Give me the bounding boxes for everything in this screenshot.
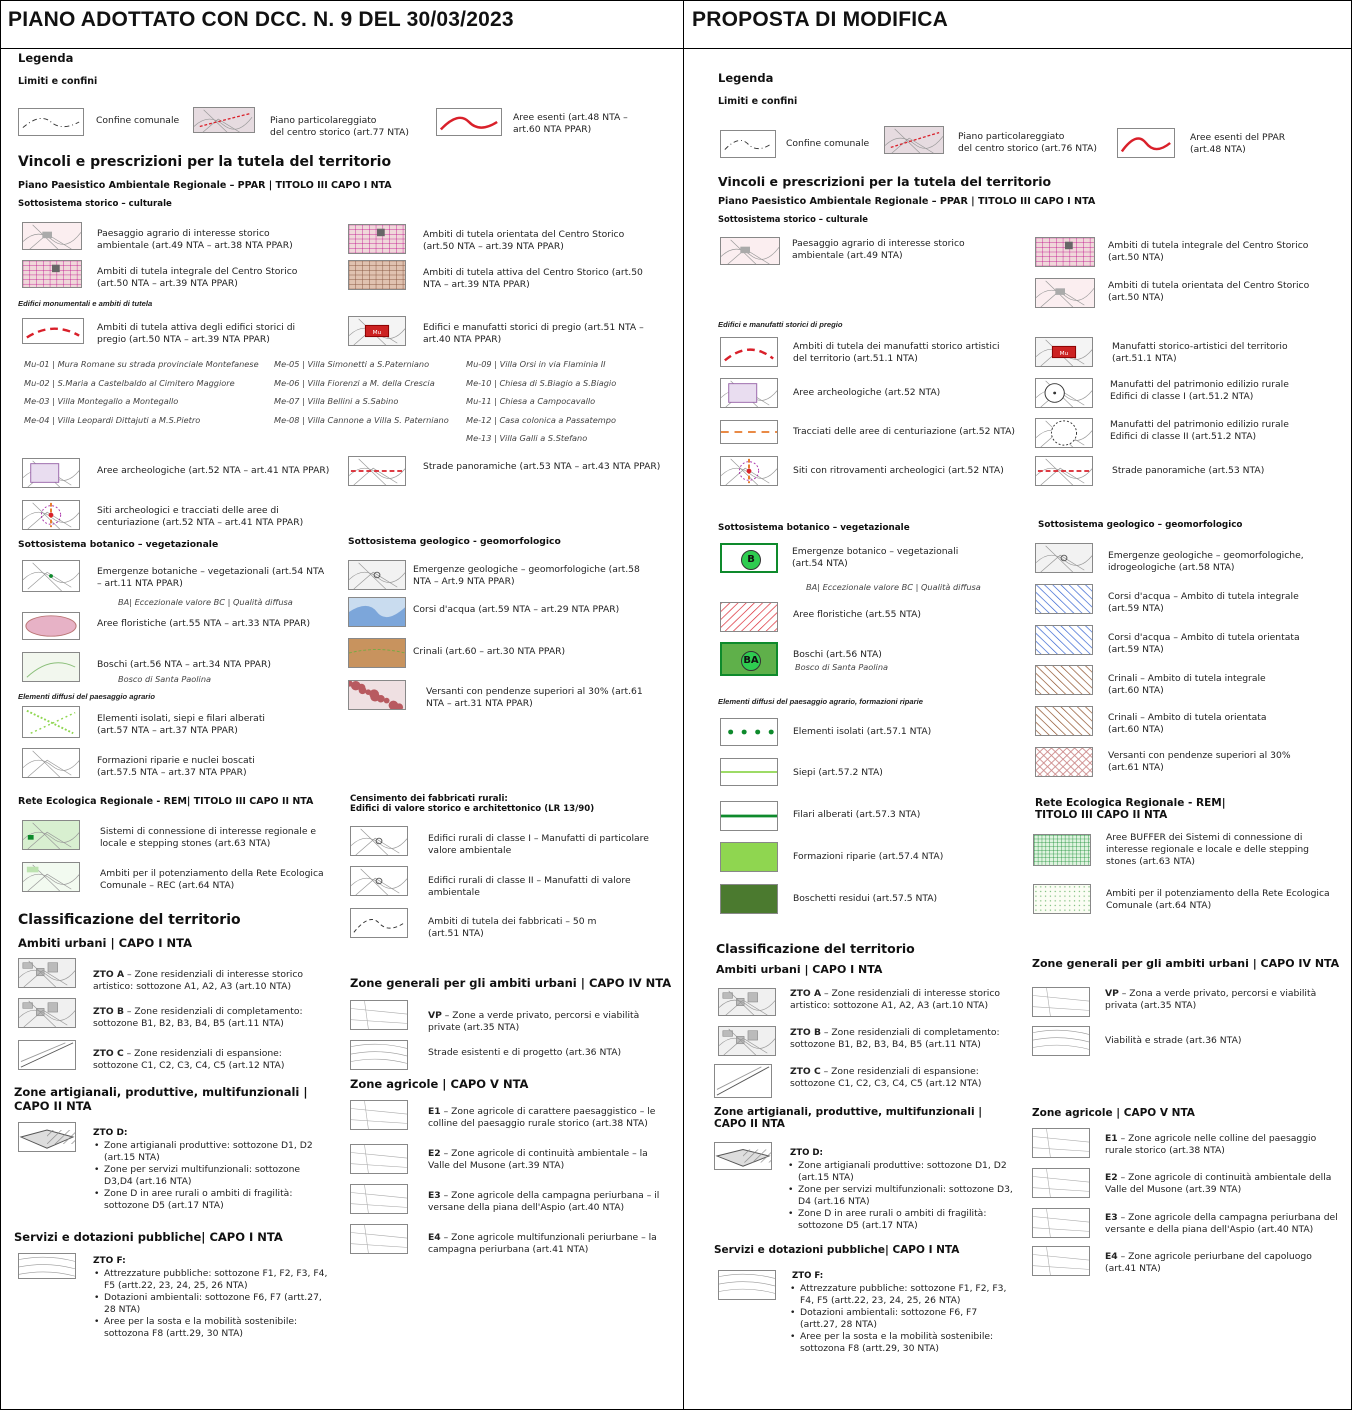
section-zone-generali-right: Zone generali per gli ambiti urbani | CAPO IV NTA: [1032, 957, 1340, 970]
list-item: • Dotazioni ambientali: sottozone F6, F7 (artt.27, 28 NTA): [786, 1307, 1016, 1331]
zto-f-symbol-right: [718, 1270, 776, 1300]
legend-title-right: Legenda: [718, 71, 774, 85]
emerg-bot-label: Emergenze botaniche – vegetazionali (art.54 NTA – art.11 NTA PPAR): [97, 566, 325, 589]
boschi-symbol: [22, 652, 80, 682]
emerg-geo-label-right: Emergenze geologiche – geomorfologiche, idrogeologiche (art.58 NTA): [1108, 550, 1304, 573]
section-rem: Rete Ecologica Regionale - REM| TITOLO III CAPO II NTA: [18, 796, 314, 807]
e3-label-desc: – Zone agricole della campagna periurbana – il versane della piana dell'Aspio (art.40 NTA): [428, 1190, 660, 1213]
strade-es-symbol: [350, 1040, 408, 1070]
aree-esenti-label: Aree esenti (art.48 NTA – art.60 NTA PPAR): [513, 112, 628, 135]
e3-label-right-code: E3: [1105, 1212, 1118, 1223]
e1-label: [428, 1106, 655, 1130]
section-botanico: Sottosistema botanico – vegetazionale: [18, 539, 219, 550]
section-vincoli: Vincoli e prescrizioni per la tutela del territorio: [18, 154, 392, 170]
list-item: • Zone D in aree rurali o ambiti di fragilità: sottozone D5 (art.17 NTA): [784, 1208, 1014, 1232]
zto-f-list: [90, 1268, 330, 1340]
zto-c-label-right-desc: – Zone residenziali di espansione: sottozone C1, C2, C3, C4, C5 (art.12 NTA): [790, 1066, 982, 1089]
tracciati-label-right: Tracciati delle aree di centuriazione (art.52 NTA): [793, 426, 1015, 437]
section-edifici: Edifici monumentali e ambiti di tutela: [18, 299, 153, 308]
e2-symbol: [350, 1144, 408, 1174]
manuf-c1-label-right: Manufatti del patrimonio edilizio rurale Edifici di classe I (art.51.2 NTA): [1110, 379, 1289, 402]
section-censimento: Censimento dei fabbricati rurali: Edifici di valore storico e architettonico (LR 13/90): [350, 794, 595, 814]
ambiti-orientata-symbol: [348, 224, 406, 254]
ambiti-integrale-symbol: [22, 260, 82, 288]
ambiti-manuf-label-right: Ambiti di tutela dei manufatti storico artistici del territorio (art.51.1 NTA): [793, 341, 1000, 364]
e4-label-code: E4: [428, 1232, 441, 1243]
formazioni-symbol: [22, 748, 80, 778]
piano-cs-label-right: Piano particolareggiato del centro storico (art.76 NTA): [958, 131, 1097, 154]
section-servizi: Servizi e dotazioni pubbliche| CAPO I NTA: [14, 1230, 283, 1244]
boschi-label-right: Boschi (art.56 NTA): [793, 649, 882, 660]
edifici-c2-symbol: [350, 866, 408, 896]
ambiti-orientata-symbol-right: [1035, 278, 1095, 308]
emerg-geo-symbol: [348, 560, 406, 590]
aree-arch-label-right: Aree archeologiche (art.52 NTA): [793, 387, 941, 398]
monument-entry: Me-12 | Casa colonica a Passatempo: [466, 414, 616, 425]
monument-entry: Mu-02 | S.Maria a Castelbaldo al Cimitero Maggiore: [24, 377, 235, 388]
section-geo-right: Sottosistema geologico – geomorfologico: [1038, 520, 1243, 530]
list-item: • Aree per la sosta e la mobilità sostenibile: sottozona F8 (artt.29, 30 NTA): [90, 1316, 330, 1340]
versanti-symbol: [348, 680, 406, 710]
ambiti-pot-label-right: Ambiti per il potenziamento della Rete Ecologica Comunale (art.64 NTA): [1106, 888, 1330, 911]
monument-entry: Me-07 | Villa Bellini a S.Sabino: [274, 396, 399, 406]
emerg-geo-symbol-right: [1035, 543, 1093, 573]
e1-label-right: [1105, 1133, 1316, 1157]
emerg-bot-note-right: BA| Eccezionale valore BC | Qualità diffusa: [806, 582, 981, 592]
list-item: • Zone artigianali produttive: sottozone D1, D2 (art.15 NTA): [784, 1160, 1014, 1184]
manuf-c2-symbol-right: [1035, 418, 1093, 448]
zto-c-label: [93, 1048, 284, 1072]
e1-label-code: E1: [428, 1106, 441, 1117]
section-ppar: Piano Paesistico Ambientale Regionale – PPAR | TITOLO III CAPO I NTA: [18, 180, 392, 191]
right-column-header: PROPOSTA DI MODIFICA: [692, 8, 948, 31]
list-item: • Zone per servizi multifunzionali: sottozone D3,D4 (art.16 NTA): [90, 1164, 330, 1188]
e4-label-right: [1105, 1251, 1312, 1275]
e2-label-right: [1105, 1172, 1331, 1196]
formazioni-symbol-right: [720, 842, 778, 872]
monument-entry: Me-05 | Villa Simonetti a S.Paterniano: [274, 359, 430, 369]
section-rem-right: Rete Ecologica Regionale - REM| TITOLO III CAPO II NTA: [1035, 797, 1226, 821]
ambiti-attiva-edifici-label: Ambiti di tutela attiva degli edifici storici di pregio (art.50 NTA – art.39 NTA PPAR): [97, 322, 296, 345]
e4-symbol: [350, 1224, 408, 1254]
section-ppar-right: Piano Paesistico Ambientale Regionale – PPAR | TITOLO III CAPO I NTA: [718, 196, 1096, 207]
strade-pan-symbol-right: [1035, 456, 1093, 486]
aree-arch-symbol-right: [720, 378, 778, 408]
list-item: • Zone artigianali produttive: sottozone D1, D2 (art.15 NTA): [90, 1140, 330, 1164]
e2-label-desc: – Zone agricole di continuità ambientale – la Valle del Musone (art.39 NTA): [428, 1148, 648, 1171]
e1-label-desc: – Zone agricole di carattere paesaggistico – le colline del paesaggio rurale storico (art.38 NTA): [428, 1106, 656, 1129]
e3-symbol: [350, 1184, 408, 1214]
e2-label-code: E2: [428, 1148, 441, 1159]
piano-cs-symbol-right: [884, 126, 944, 154]
edifici-manufatti-symbol: [348, 316, 406, 346]
boschi-label: Boschi (art.56 NTA – art.34 NTA PPAR): [97, 659, 271, 670]
legend-title: Legenda: [18, 51, 74, 65]
e3-label: [428, 1190, 659, 1214]
filari-symbol-right: [720, 801, 778, 831]
zto-b-label-right: [790, 1027, 1000, 1051]
ambiti-integrale-label: Ambiti di tutela integrale del Centro Storico (art.50 NTA – art.39 NTA PPAR): [97, 266, 298, 289]
crinali-symbol: [348, 638, 406, 668]
sistemi-conn-label: Sistemi di connessione di interesse regionale e locale e stepping stones (art.63 NTA): [100, 826, 317, 849]
header-rule-left: [0, 48, 683, 49]
list-item: • Attrezzature pubbliche: sottozone F1, F2, F3, F4, F5 (artt.22, 23, 24, 25, 26 NTA): [786, 1283, 1016, 1307]
monument-entry: Me-04 | Villa Leopardi Dittajuti a M.S.Pietro: [24, 414, 201, 425]
monument-entry: Me-13 | Villa Galli a S.Stefano: [466, 433, 588, 443]
boschi-symbol-right: [720, 642, 778, 676]
confine-symbol: [18, 108, 84, 136]
strade-pan-label: Strade panoramiche (art.53 NTA – art.43 NTA PPAR): [423, 461, 661, 472]
list-item: • Attrezzature pubbliche: sottozone F1, F2, F3, F4, F5 (artt.22, 23, 24, 25, 26 NTA): [90, 1268, 330, 1292]
aree-flor-label: Aree floristiche (art.55 NTA – art.33 NTA PPAR): [97, 618, 311, 629]
left-column-header: PIANO ADOTTATO CON DCC. N. 9 DEL 30/03/2023: [8, 8, 514, 31]
elem-isolati-symbol-right: [720, 718, 778, 746]
corsi-label: Corsi d'acqua (art.59 NTA – art.29 NTA PPAR): [413, 604, 620, 615]
header-rule-right: [683, 48, 1352, 49]
section-geo: Sottosistema geologico - geomorfologico: [348, 536, 561, 547]
confine-label-right: Confine comunale: [786, 138, 870, 149]
viabilita-symbol-right: [1032, 1026, 1090, 1056]
ambiti-attiva-edifici-symbol: [22, 318, 84, 344]
column-divider: [683, 0, 684, 1410]
siti-label-right: Siti con ritrovamenti archeologici (art.52 NTA): [793, 465, 1004, 476]
ambiti-integrale-symbol-right: [1035, 237, 1095, 267]
zto-c-label-right-code: ZTO C: [790, 1066, 821, 1077]
aree-buffer-label-right: Aree BUFFER dei Sistemi di connessione di interesse regionale e locale e delle stepping stones (art.63 NTA): [1106, 832, 1310, 867]
zto-a-label-right-code: ZTO A: [790, 988, 822, 999]
ambiti-fabb-label: Ambiti di tutela dei fabbricati – 50 m (art.51 NTA): [428, 916, 597, 939]
emerg-bot-symbol-right-label: B: [741, 550, 761, 570]
section-zone-art: Zone artigianali, produttive, multifunzionali | CAPO II NTA: [14, 1085, 308, 1113]
paesaggio-label: Paesaggio agrario di interesse storico ambientale (art.49 NTA – art.38 NTA PPAR): [97, 228, 293, 251]
emerg-bot-symbol: [22, 560, 80, 592]
boschetti-symbol-right: [720, 884, 778, 914]
boschetti-label-right: Boschetti residui (art.57.5 NTA): [793, 893, 938, 904]
section-servizi-right: Servizi e dotazioni pubbliche| CAPO I NTA: [714, 1244, 960, 1256]
svg-text:Mu: Mu: [1059, 350, 1069, 357]
zto-a-label-code: ZTO A: [93, 969, 125, 980]
ambiti-attiva-cs-symbol: [348, 260, 406, 290]
vp-label: [428, 1010, 639, 1034]
vp-label-right: [1105, 988, 1316, 1012]
siti-arch-label: Siti archeologici e tracciati delle aree di centuriazione (art.52 NTA – art.41 NTA PPAR): [97, 505, 304, 528]
zto-b-symbol: [18, 998, 76, 1028]
filari-label-right: Filari alberati (art.57.3 NTA): [793, 809, 921, 820]
monument-entry: Mu-09 | Villa Orsi in via Flaminia II: [466, 359, 606, 369]
monument-entry: Me-08 | Villa Cannone a Villa S. Paterniano: [274, 414, 449, 425]
zto-d-title: ZTO D:: [93, 1128, 128, 1138]
piano-cs-label: Piano particolareggiato del centro storico (art.77 NTA): [270, 115, 409, 138]
formazioni-label: Formazioni riparie e nuclei boscati (art.57.5 NTA – art.37 NTA PPAR): [97, 755, 255, 778]
e3-symbol-right: [1032, 1208, 1090, 1238]
section-limiti: Limiti e confini: [18, 76, 98, 87]
elem-isolati-label: Elementi isolati, siepi e filari alberati (art.57 NTA – art.37 NTA PPAR): [97, 713, 265, 736]
manuf-terr-label-right: Manufatti storico-artistici del territorio (art.51.1 NTA): [1112, 341, 1288, 364]
zto-a-label: [93, 969, 303, 993]
crinali-or-label-right: Crinali – Ambito di tutela orientata (art.60 NTA): [1108, 712, 1267, 735]
piano-cs-symbol: [193, 107, 255, 133]
paesaggio-symbol-right: [720, 237, 780, 265]
zto-c-symbol-right: [714, 1064, 772, 1098]
zto-b-label-right-desc: – Zone residenziali di completamento: sottozone B1, B2, B3, B4, B5 (art.11 NTA): [790, 1027, 1000, 1050]
emerg-bot-note: BA| Eccezionale valore BC | Qualità diffusa: [118, 597, 293, 607]
zto-b-symbol-right: [718, 1026, 776, 1056]
siepi-label-right: Siepi (art.57.2 NTA): [793, 767, 883, 778]
boschi-note: Bosco di Santa Paolina: [118, 674, 212, 684]
boschi-symbol-right-label: BA: [741, 651, 761, 671]
crinali-int-symbol-right: [1035, 665, 1093, 695]
ambiti-orientata-label: Ambiti di tutela orientata del Centro Storico (art.50 NTA – art.39 NTA PPAR): [423, 229, 625, 252]
edifici-c1-symbol: [350, 826, 408, 856]
zto-a-label-right: [790, 988, 1000, 1012]
siepi-symbol-right: [720, 758, 778, 786]
ambiti-attiva-cs-label: Ambiti di tutela attiva del Centro Storico (art.50 NTA – art.39 NTA PPAR): [423, 267, 643, 290]
e3-label-right-desc: – Zone agricole della campagna periurbana del versante e della piana dell'Aspio (art.40 NTA): [1105, 1212, 1338, 1235]
zto-c-symbol: [18, 1040, 76, 1070]
list-item: • Zone D in aree rurali o ambiti di fragilità: sottozone D5 (art.17 NTA): [90, 1188, 330, 1212]
corsi-or-symbol-right: [1035, 625, 1093, 655]
section-edifici-right: Edifici e manufatti storici di pregio: [718, 320, 843, 329]
e1-symbol: [350, 1100, 408, 1130]
confine-label: Confine comunale: [96, 115, 180, 126]
e4-symbol-right: [1032, 1246, 1090, 1276]
section-elem-diffusi-right: Elementi diffusi del paesaggio agrario, formazioni riparie: [718, 697, 923, 706]
manuf-terr-symbol-right: [1035, 337, 1093, 367]
e2-label: [428, 1148, 648, 1172]
section-botanico-right: Sottosistema botanico – vegetazionale: [718, 523, 910, 533]
section-storico-right: Sottosistema storico – culturale: [718, 214, 868, 224]
e1-symbol-right: [1032, 1128, 1090, 1158]
corsi-or-label-right: Corsi d'acqua – Ambito di tutela orientata (art.59 NTA): [1108, 632, 1300, 655]
section-zone-agricole-right: Zone agricole | CAPO V NTA: [1032, 1107, 1195, 1119]
emerg-bot-label-right: Emergenze botanico – vegetazionali (art.54 NTA): [792, 546, 959, 569]
aree-buffer-symbol-right: [1033, 834, 1091, 866]
ambiti-orientata-label-right: Ambiti di tutela orientata del Centro Storico (art.50 NTA): [1108, 280, 1310, 303]
vp-label-right-desc: – Zona a verde privato, percorsi e viabilità privata (art.35 NTA): [1105, 988, 1317, 1011]
corsi-symbol: [348, 597, 406, 627]
zto-b-label: [93, 1006, 303, 1030]
versanti-label: Versanti con pendenze superiori al 30% (art.61 NTA – art.31 NTA PPAR): [426, 686, 643, 709]
crinali-label: Crinali (art.60 – art.30 NTA PPAR): [413, 646, 566, 657]
zto-d-symbol-right: [714, 1142, 772, 1170]
vp-symbol-right: [1032, 987, 1090, 1017]
section-zone-art-right: Zone artigianali, produttive, multifunzionali | CAPO II NTA: [714, 1106, 983, 1130]
paesaggio-label-right: Paesaggio agrario di interesse storico ambientale (art.49 NTA): [792, 238, 965, 261]
ambiti-fabb-symbol: [350, 908, 408, 938]
section-storico: Sottosistema storico – culturale: [18, 199, 172, 209]
elem-isolati-label-right: Elementi isolati (art.57.1 NTA): [793, 726, 932, 737]
zto-d-list-right: [784, 1160, 1014, 1232]
zto-f-symbol: [18, 1253, 76, 1279]
zto-a-label-desc: – Zone residenziali di interesse storico artistico: sottozone A1, A2, A3 (art.10 NTA): [93, 969, 304, 992]
e2-label-right-desc: – Zone agricole di continuità ambientale della Valle del Musone (art.39 NTA): [1105, 1172, 1332, 1195]
crinali-or-symbol-right: [1035, 706, 1093, 736]
vp-label-desc: – Zone a verde privato, percorsi e viabilità private (art.35 NTA): [428, 1010, 640, 1033]
zto-f-title: ZTO F:: [93, 1256, 126, 1266]
zto-b-label-right-code: ZTO B: [790, 1027, 821, 1038]
ambiti-integrale-label-right: Ambiti di tutela integrale del Centro Storico (art.50 NTA): [1108, 240, 1309, 263]
crinali-int-label-right: Crinali – Ambito di tutela integrale (art.60 NTA): [1108, 673, 1266, 696]
corsi-int-symbol-right: [1035, 584, 1093, 614]
monument-entry: Me-06 | Villa Fiorenzi a M. della Crescia: [274, 377, 435, 388]
ambiti-manuf-symbol-right: [720, 337, 778, 367]
zto-a-label-right-desc: – Zone residenziali di interesse storico artistico: sottozone A1, A2, A3 (art.10 NTA): [790, 988, 1001, 1011]
e3-label-code: E3: [428, 1190, 441, 1201]
aree-esenti-label-right: Aree esenti del PPAR (art.48 NTA): [1190, 132, 1286, 155]
e4-label-right-desc: – Zone agricole periurbane del capoluogo (art.41 NTA): [1105, 1251, 1312, 1274]
e2-symbol-right: [1032, 1168, 1090, 1198]
zto-d-list: [90, 1140, 330, 1212]
vp-symbol: [350, 1000, 408, 1030]
monument-entry: Me-03 | Villa Montegallo a Montegallo: [24, 396, 179, 406]
tracciati-symbol-right: [720, 420, 778, 444]
monument-entry: Mu-11 | Chiesa a Campocavallo: [466, 396, 596, 406]
svg-text:Mu: Mu: [372, 329, 382, 336]
aree-flor-symbol-right: [720, 602, 778, 632]
edifici-c1-label: Edifici rurali di classe I – Manufatti di particolare valore ambientale: [428, 833, 649, 856]
manuf-c2-label-right: Manufatti del patrimonio edilizio rurale Edifici di classe II (art.51.2 NTA): [1110, 419, 1289, 442]
strade-es-label: Strade esistenti e di progetto (art.36 NTA): [428, 1047, 622, 1058]
corsi-int-label-right: Corsi d'acqua – Ambito di tutela integrale (art.59 NTA): [1108, 591, 1299, 614]
zto-a-symbol-right: [718, 988, 776, 1016]
elem-isolati-symbol: [22, 706, 80, 738]
zto-f-list-right: [786, 1283, 1016, 1355]
versanti-symbol-right: [1035, 747, 1093, 777]
siti-symbol-right: [720, 456, 778, 486]
confine-symbol-right: [720, 130, 776, 158]
zto-c-label-right: [790, 1066, 981, 1090]
list-item: • Zone per servizi multifunzionali: sottozone D3, D4 (art.16 NTA): [784, 1184, 1014, 1208]
versanti-label-right: Versanti con pendenze superiori al 30% (art.61 NTA): [1108, 750, 1291, 773]
section-classificazione-right: Classificazione del territorio: [716, 941, 915, 956]
zto-d-title-right: ZTO D:: [790, 1148, 823, 1158]
section-limiti-right: Limiti e confini: [718, 96, 798, 107]
aree-arch-symbol: [22, 458, 80, 488]
e1-label-right-code: E1: [1105, 1133, 1118, 1144]
section-elem-diffusi: Elementi diffusi del paesaggio agrario: [18, 692, 156, 701]
section-zone-generali: Zone generali per gli ambiti urbani | CAPO IV NTA: [350, 976, 672, 990]
e4-label-right-code: E4: [1105, 1251, 1118, 1262]
zto-b-label-code: ZTO B: [93, 1006, 124, 1017]
sistemi-conn-symbol: [22, 820, 80, 850]
vp-label-code: VP: [428, 1010, 442, 1021]
section-zone-agricole: Zone agricole | CAPO V NTA: [350, 1077, 529, 1091]
zto-f-title-right: ZTO F:: [792, 1271, 824, 1281]
zto-b-label-desc: – Zone residenziali di completamento: sottozone B1, B2, B3, B4, B5 (art.11 NTA): [93, 1006, 303, 1029]
monument-entry: Mu-01 | Mura Romane su strada provinciale Montefanese: [24, 359, 259, 369]
aree-esenti-symbol: [436, 108, 502, 136]
aree-flor-symbol: [22, 612, 80, 640]
section-classificazione: Classificazione del territorio: [18, 912, 241, 928]
section-vincoli-right: Vincoli e prescrizioni per la tutela del territorio: [718, 174, 1052, 189]
e1-label-right-desc: – Zone agricole nelle colline del paesaggio rurale storico (art.38 NTA): [1105, 1133, 1317, 1156]
paesaggio-symbol: [22, 222, 82, 250]
emerg-bot-symbol-right: [720, 543, 778, 573]
aree-esenti-symbol-right: [1117, 128, 1175, 158]
zto-c-label-code: ZTO C: [93, 1048, 124, 1059]
e4-label: [428, 1232, 657, 1256]
siti-arch-symbol: [22, 500, 80, 530]
e2-label-right-code: E2: [1105, 1172, 1118, 1183]
e4-label-desc: – Zone agricole multifunzionali periurbane – la campagna periurbana (art.41 NTA): [428, 1232, 657, 1255]
boschi-note-right: Bosco di Santa Paolina: [795, 662, 889, 672]
manuf-c1-symbol-right: [1035, 378, 1093, 408]
zto-d-symbol: [18, 1122, 76, 1152]
strade-pan-symbol: [348, 456, 406, 486]
strade-pan-label-right: Strade panoramiche (art.53 NTA): [1112, 465, 1265, 476]
aree-arch-label: Aree archeologiche (art.52 NTA – art.41 NTA PPAR): [97, 465, 330, 476]
zto-c-label-desc: – Zone residenziali di espansione: sottozone C1, C2, C3, C4, C5 (art.12 NTA): [93, 1048, 285, 1071]
formazioni-label-right: Formazioni riparie (art.57.4 NTA): [793, 851, 944, 862]
viabilita-label-right: Viabilità e strade (art.36 NTA): [1105, 1035, 1242, 1046]
list-item: • Dotazioni ambientali: sottozone F6, F7 (artt.27, 28 NTA): [90, 1292, 330, 1316]
monument-entry: Me-10 | Chiesa di S.Biagio a S.Biagio: [466, 377, 617, 388]
section-ambiti-urbani: Ambiti urbani | CAPO I NTA: [18, 936, 192, 950]
ambiti-pot-symbol-right: [1033, 884, 1091, 914]
e3-label-right: [1105, 1212, 1338, 1236]
emerg-geo-label: Emergenze geologiche – geomorfologiche (art.58 NTA – Art.9 NTA PPAR): [413, 564, 640, 587]
section-ambiti-urbani-right: Ambiti urbani | CAPO I NTA: [716, 963, 883, 976]
list-item: • Aree per la sosta e la mobilità sostenibile: sottozona F8 (artt.29, 30 NTA): [786, 1331, 1016, 1355]
zto-a-symbol: [18, 958, 76, 988]
ambiti-pot-label: Ambiti per il potenziamento della Rete Ecologica Comunale – REC (art.64 NTA): [100, 868, 324, 891]
edifici-manufatti-label: Edifici e manufatti storici di pregio (art.51 NTA – art.40 NTA PPAR): [423, 322, 644, 345]
aree-flor-label-right: Aree floristiche (art.55 NTA): [793, 609, 921, 620]
ambiti-pot-symbol: [22, 862, 80, 892]
vp-label-right-code: VP: [1105, 988, 1119, 999]
edifici-c2-label: Edifici rurali di classe II – Manufatti di valore ambientale: [428, 875, 631, 898]
